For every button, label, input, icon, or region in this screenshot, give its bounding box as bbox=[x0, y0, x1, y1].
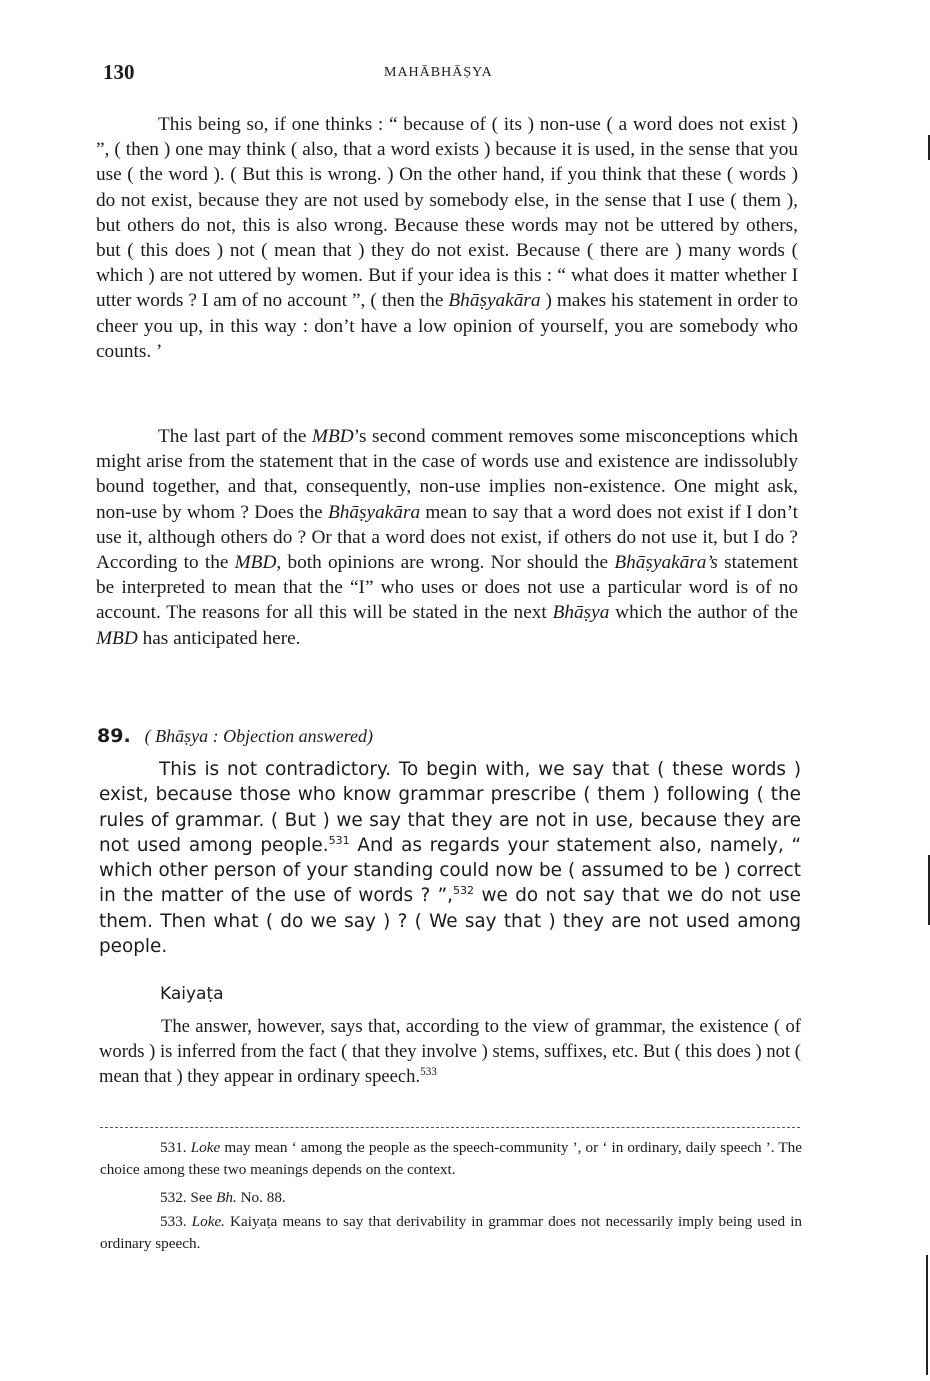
text-run: has anticipated here. bbox=[137, 627, 301, 649]
text-run: 533. bbox=[160, 1213, 192, 1230]
kaiyata-label: Kaiyaṭa bbox=[160, 984, 224, 1004]
scan-edge-mark bbox=[926, 1255, 928, 1375]
text-run: mean to say that a word does not exist if I don’t use it, although others do ? Or that a word does not exist, if others do not use it, but I do ? According to the bbox=[96, 501, 798, 574]
text-run: The last part of the bbox=[158, 426, 312, 447]
italic-term: MBD bbox=[96, 627, 138, 649]
text-run: The answer, however, says that, according to the view of grammar, the existence ( of words ) is inferred from the fact ( that they involve ) stems, suffixes, etc. But ( this does ) not ( mean that ) they appear in ordinary speech. bbox=[99, 1016, 801, 1087]
italic-term: Bh. bbox=[216, 1189, 237, 1206]
section-number: 89. bbox=[97, 725, 131, 747]
text-run: may mean ‘ among the people as the speech-community ’, or ‘ in ordinary, daily speech ’. The choice among these two meanings depends on the context. bbox=[100, 1139, 803, 1178]
text-run: we do not say that we do not use them. Then what ( do we say ) ? ( We say that ) they are not used among people. bbox=[99, 885, 801, 958]
italic-term: Bhāṣyakāra bbox=[448, 290, 541, 312]
text-run: which the author of the bbox=[609, 602, 798, 624]
footnote-ref: 531 bbox=[328, 833, 350, 847]
italic-term: MBD bbox=[311, 426, 354, 447]
text-run: 531. bbox=[160, 1139, 191, 1156]
text-run: Kaiyaṭa means to say that derivability in grammar does not necessarily imply being used in ordinary speech. bbox=[100, 1213, 803, 1252]
footnote-532 bbox=[100, 1187, 802, 1209]
text-run: , both opinions are wrong. Nor should the bbox=[276, 552, 615, 574]
footnote-ref: 533 bbox=[420, 1065, 437, 1078]
footnote-separator bbox=[100, 1127, 800, 1128]
section-title: ( Bhāṣya : Objection answered) bbox=[144, 726, 373, 746]
paragraph-1 bbox=[96, 112, 798, 364]
paragraph-2 bbox=[96, 424, 798, 651]
italic-term: Bhāṣya bbox=[552, 602, 610, 624]
text-run: ’s second comment removes some misconceptions which might arise from the statement that in the case of words use and existence are indissolubly bound together, and that, consequently, non-use implies non-existence. One might ask, non-use by whom ? Does the bbox=[96, 426, 798, 523]
text-run: 532. See bbox=[160, 1189, 217, 1206]
running-title: MAHĀBHĀṢYA bbox=[384, 65, 493, 80]
italic-term: Loke. bbox=[191, 1213, 225, 1230]
section-heading bbox=[97, 725, 373, 747]
italic-term: Bhāṣyakāra bbox=[327, 501, 421, 523]
text-run: ) makes his statement in order to cheer you up, in this way : don’t have a low opinion of yourself, you are somebody who counts. ’ bbox=[96, 290, 799, 362]
text-run: statement be interpreted to mean that the “I” who uses or does not use a particular word is of no account. The reasons for all this will be stated in the next bbox=[96, 552, 798, 624]
text-run: This is not contradictory. To begin with, we say that ( these words ) exist, because those who know grammar prescribe ( them ) following ( the rules of grammar. ( But ) we say that they are not in use, because they are not used among people. bbox=[99, 759, 801, 856]
footnote-ref: 532 bbox=[453, 884, 475, 898]
italic-term: MBD bbox=[234, 552, 277, 574]
footnote-531 bbox=[100, 1137, 802, 1181]
text-run: This being so, if one thinks : “ because of ( its ) non-use ( a word does not exist ) ”, ( then ) one may think ( also, that a word exists ) because it is used, in the sense that you use ( the word ). ( But this is wrong. ) On the other hand, if you think that these ( words ) do not exist, because they are not used by somebody else, in the sense that I use ( them ), but others do not, this is also wrong. Because these words may not be uttered by others, but ( this does ) not ( mean that ) they do not exist. Because ( there are ) many words ( which ) are not uttered by women. But if your idea is this : “ what does it matter whether I utter words ? I am of no account ”, ( then the bbox=[96, 114, 798, 312]
text-run: No. 88. bbox=[236, 1189, 286, 1206]
text-run: And as regards your statement also, namely, “ which other person of your standing could now be ( assumed to be ) correct in the matter of the use of words ? ”, bbox=[99, 834, 801, 907]
italic-term: Bhāṣyakāra’s bbox=[614, 552, 718, 574]
bhasya-text bbox=[99, 757, 801, 959]
italic-term: Loke bbox=[190, 1139, 221, 1156]
footnote-533 bbox=[100, 1211, 802, 1255]
page-number: 130 bbox=[103, 60, 135, 84]
kaiyata-text bbox=[99, 1014, 801, 1089]
